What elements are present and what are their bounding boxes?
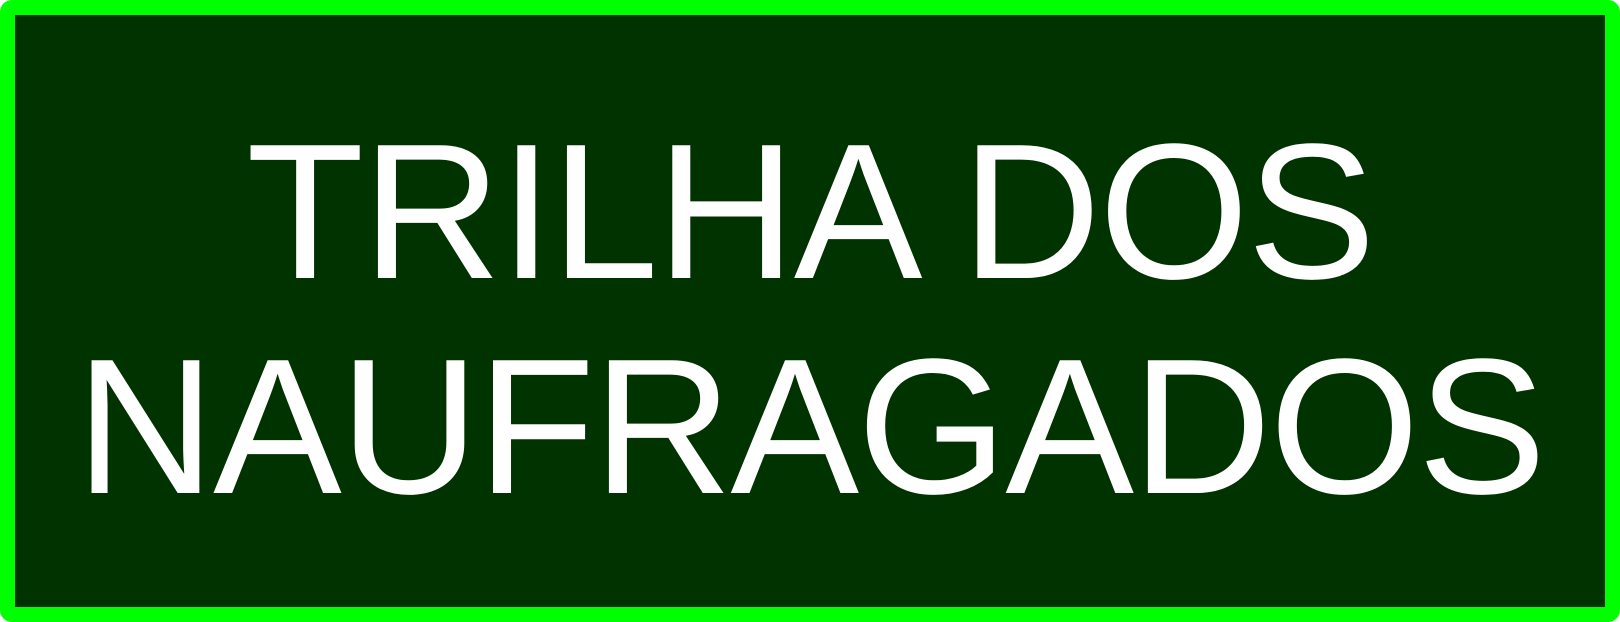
sign-title-line-2: NAUFRAGADOS xyxy=(75,318,1545,534)
sign-title-line-1: TRILHA DOS xyxy=(246,103,1374,319)
